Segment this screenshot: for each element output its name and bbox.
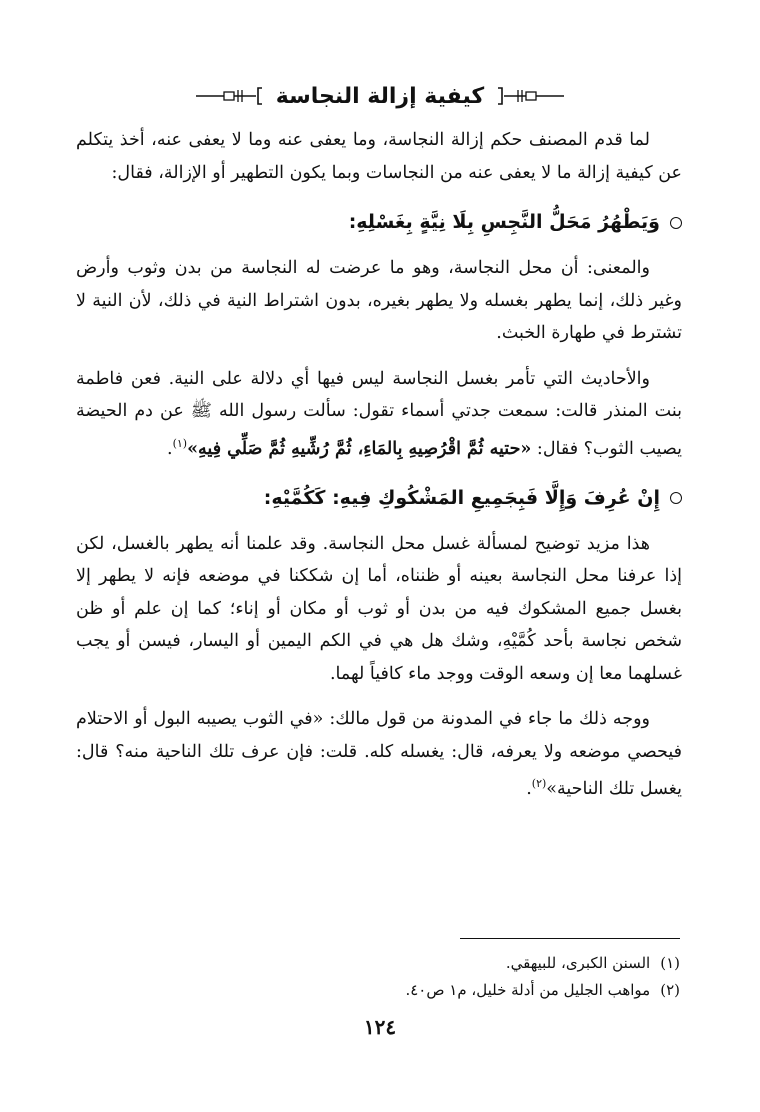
footnote-item (80, 977, 680, 1004)
hadith-quote: «حتيه ثُمَّ اقْرُصِيهِ بِالمَاءِ، ثُمَّ رُشِّيهِ ثُمَّ صَلِّي فِيهِ» (187, 438, 532, 459)
bullet-circle-icon (670, 492, 682, 504)
footnotes (80, 950, 680, 1004)
chapter-title: كيفية إزالة النجاسة (275, 83, 485, 109)
explanation-2: هذا مزيد توضيح لمسألة غسل محل النجاسة. وقد علمنا أنه يطهر بالغسل، لكن إذا عرفنا محل النجاسة بعينه أو ظنناه، أما إن شككنا في موضعه فإنه لا يطهر إلا بغسل جميع المشكوك فيه من بدن أو ثوب أو مكان أو إناء؛ كما إن علم أو ظن شخص نجاسة بأحد كُمَّيْهِ، وشك هل هي في الكم اليمين أو اليسار، فيسن أو يجب غسلهما معا إن وسعه الوقت ووجد ماء كافياً لهما. (76, 533, 682, 684)
footnote-item (80, 950, 680, 977)
footnote-divider (460, 938, 680, 939)
mudawwana-paragraph (76, 703, 682, 805)
chapter-header (60, 74, 700, 118)
matn-line-2 (76, 478, 682, 518)
footnote-number: (٢) (660, 981, 680, 999)
evidence-end: . (167, 438, 173, 459)
footnote-number: (١) (660, 954, 680, 972)
bullet-circle-icon (670, 217, 682, 229)
right-ornament-icon (494, 86, 564, 106)
left-ornament-icon (196, 86, 266, 106)
matn-2-text: إِنْ عُرِفَ وَإِلَّا فَبِجَمِيعِ المَشْكُوكِ فِيهِ: كَكُمَّيْهِ: (263, 486, 660, 509)
page-number: ١٢٤ (363, 1015, 397, 1039)
mudawwana-end: . (526, 779, 532, 800)
matn-1-text: وَيَطْهُرُ مَحَلُّ النَّجِسِ بِلَا نِيَّةٍ بِغَسْلِهِ: (348, 211, 660, 233)
main-text (76, 124, 682, 819)
explanation-1: والمعنى: أن محل النجاسة، وهو ما عرضت له النجاسة من بدن وثوب وأرض وغير ذلك، إنما يطهر بغسله ولا يطهر بغيره، بدون اشتراط النية في ذلك، لأن النية لا تشترط في طهارة الخبث. (76, 258, 682, 343)
matn-line-1 (76, 202, 682, 242)
footnote-ref-1[interactable]: (١) (172, 436, 188, 450)
footnote-text: السنن الكبرى، للبيهقي. (505, 954, 651, 972)
footnote-text: مواهب الجليل من أدلة خليل، م١ ص٤٠. (405, 981, 651, 999)
evidence-paragraph (76, 363, 682, 465)
intro-paragraph: لما قدم المصنف حكم إزالة النجاسة، وما يعفى عنه وما لا يعفى عنه، أخذ يتكلم عن كيفية إزالة ما لا يعفى عنه من النجاسات وبما يكون التطهير أو الإزالة، فقال: (76, 130, 682, 183)
evidence-text: والأحاديث التي تأمر بغسل النجاسة ليس فيها أي دلالة على النية. فعن فاطمة بنت المنذر قالت: سمعت جدتي أسماء تقول: سألت رسول الله ﷺ عن دم الحيضة يصيب الثوب؟ فقال: (76, 368, 682, 459)
footnote-ref-2[interactable]: (٢) (531, 777, 547, 791)
mudawwana-text: ووجه ذلك ما جاء في المدونة من قول مالك: «في الثوب يصيبه البول أو الاحتلام فيحصي موضعه ولا يعرفه، قال: يغسله كله. قلت: فإن عرف تلك الناحية منه؟ قال: يغسل تلك الناحية» (76, 709, 682, 800)
